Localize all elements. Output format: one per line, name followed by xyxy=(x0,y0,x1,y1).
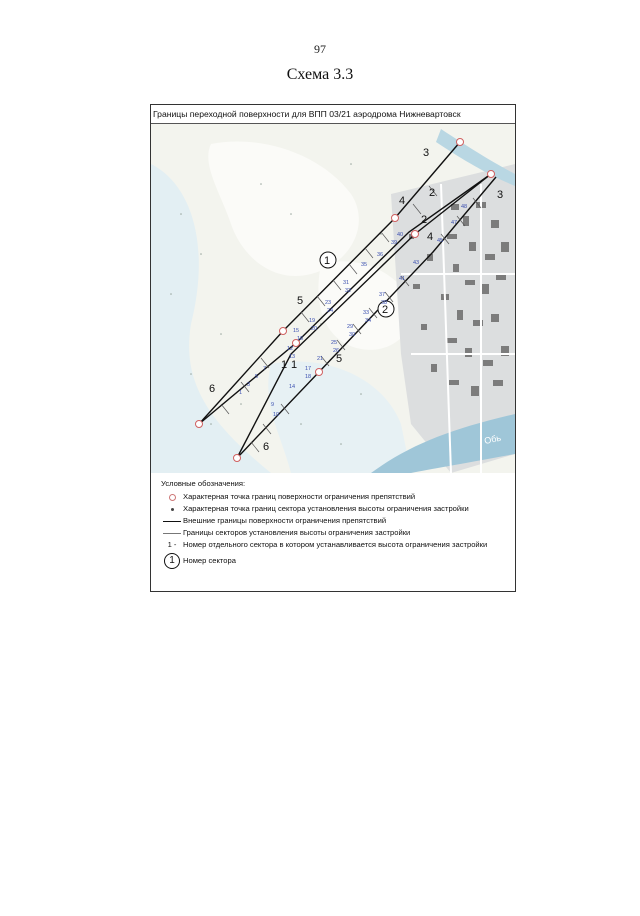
point-label: 13 xyxy=(289,354,296,360)
point-label: 17 xyxy=(305,366,312,372)
legend-item: Границы секторов установления высоты ограничения застройки xyxy=(161,528,511,538)
point-label: 1 xyxy=(239,390,243,396)
boundary-point xyxy=(234,455,241,462)
legend-item: 1 - Номер отдельного сектора в котором устанавливается высота ограничения застройки xyxy=(167,540,488,549)
zone-label: 4 xyxy=(399,195,406,207)
point-label: 21 xyxy=(317,356,324,362)
legend-item: 1 Номер сектора xyxy=(161,552,511,570)
point-label: 10 xyxy=(273,412,280,418)
point-label: 9 xyxy=(271,402,275,408)
legend-item: Характерная точка границ поверхности ограничения препятствий xyxy=(161,492,511,502)
zone-label: 6 xyxy=(209,383,216,395)
point-label: 26 xyxy=(333,348,340,354)
sector-number: 1 xyxy=(324,255,331,267)
point-label: 45 xyxy=(437,238,444,244)
point-label: 18 xyxy=(305,374,312,380)
point-dot-icon xyxy=(171,508,174,511)
thin-line-icon xyxy=(163,533,181,534)
boundary-point xyxy=(392,215,399,222)
thick-line-icon xyxy=(163,521,181,522)
zone-label: 1 xyxy=(291,359,298,371)
legend-heading: Условные обозначения: xyxy=(161,479,246,488)
map-frame xyxy=(150,104,516,592)
zone-label: 2 xyxy=(421,214,428,226)
zone-label: 5 xyxy=(336,353,343,365)
point-label: 32 xyxy=(345,288,352,294)
map-title: Границы переходной поверхности для ВПП 03/21 аэродрома Нижневартовск xyxy=(153,109,461,119)
point-label: 37 xyxy=(379,292,386,298)
point-label: 48 xyxy=(461,204,468,210)
point-label: 16 xyxy=(297,336,304,342)
point-ring-icon xyxy=(169,494,176,501)
boundary-point xyxy=(196,421,203,428)
map-svg xyxy=(151,124,515,473)
zone-label: 6 xyxy=(263,441,270,453)
point-label: 39 xyxy=(391,240,398,246)
zone-label: 2 xyxy=(429,187,436,199)
zone-label: 3 xyxy=(423,147,430,159)
zone-label: 3 xyxy=(497,189,504,201)
zone-label: 1 xyxy=(281,359,288,371)
point-label: 29 xyxy=(347,324,354,330)
zone-label: 4 xyxy=(427,231,434,243)
scheme-title: Схема 3.3 xyxy=(286,66,354,83)
boundary-point xyxy=(316,369,323,376)
point-label: 33 xyxy=(363,310,370,316)
point-label: 20 xyxy=(311,326,318,332)
point-label: 36 xyxy=(377,252,384,258)
point-label: 25 xyxy=(331,340,338,346)
legend xyxy=(161,479,511,572)
boundary-point xyxy=(280,328,287,335)
point-label: 12 xyxy=(287,346,294,352)
point-label: 35 xyxy=(361,262,368,268)
point-label: 5 xyxy=(255,374,259,380)
point-label: 38 xyxy=(381,300,388,306)
point-label: 41 xyxy=(399,276,406,282)
point-label: 15 xyxy=(293,328,300,334)
point-label: 23 xyxy=(325,300,332,306)
sector-number-symbol: 1 - xyxy=(167,540,177,549)
boundary-point xyxy=(488,171,495,178)
point-label: 47 xyxy=(451,220,458,226)
sector-circle-1 xyxy=(320,252,336,268)
boundary-point xyxy=(457,139,464,146)
legend-item: Характерная точка границ сектора установления высоты ограничения застройки xyxy=(161,504,511,514)
river-label: Обь xyxy=(483,432,502,446)
point-label: 14 xyxy=(289,384,296,390)
page-number: 97 xyxy=(314,42,326,56)
point-label: 43 xyxy=(413,260,420,266)
point-label: 31 xyxy=(343,280,350,286)
boundary-point xyxy=(412,231,419,238)
point-label: 34 xyxy=(365,318,372,324)
point-label: 30 xyxy=(349,332,356,338)
point-label: 3 xyxy=(247,382,251,388)
point-label: 19 xyxy=(309,318,316,324)
zone-label: 5 xyxy=(297,295,304,307)
point-label: 40 xyxy=(397,232,404,238)
point-label: 7 xyxy=(263,366,267,372)
map-area xyxy=(151,124,515,473)
legend-item: Внешние границы поверхности ограничения препятствий xyxy=(161,516,511,526)
sector-circle-icon: 1 xyxy=(164,553,180,569)
sector-number: 2 xyxy=(382,304,389,316)
point-label: 24 xyxy=(327,308,334,314)
